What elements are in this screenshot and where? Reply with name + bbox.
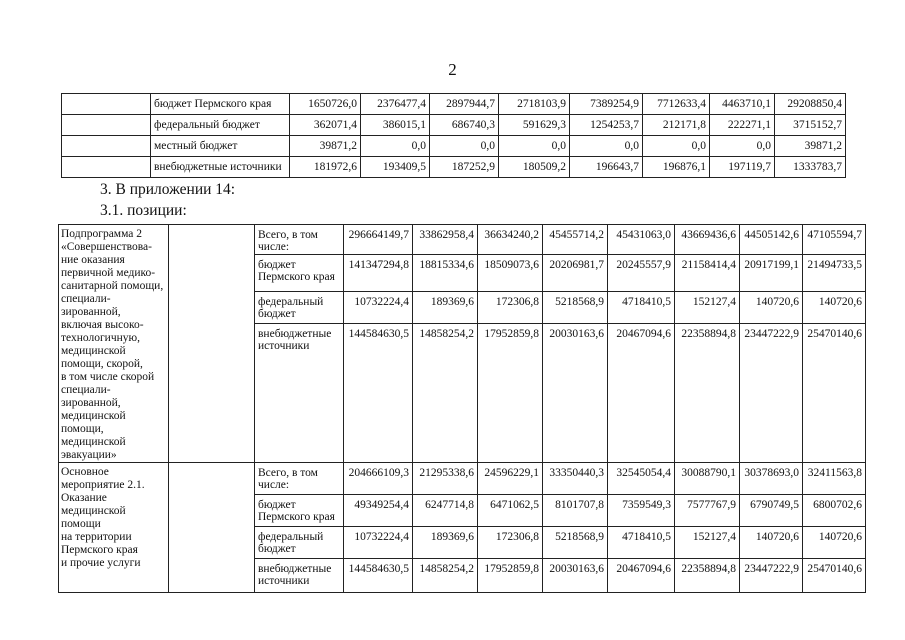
- value-cell: 181972,6: [290, 157, 361, 178]
- page-number: 2: [448, 60, 457, 79]
- value-cell: 0,0: [643, 136, 710, 157]
- value-cell: 140720,6: [803, 292, 866, 324]
- value-cell: 24596229,1: [478, 463, 543, 495]
- value-cell: 49349254,4: [344, 495, 413, 527]
- value-cell: 20030163,6: [543, 559, 608, 593]
- value-cell: 23447222,9: [740, 324, 803, 463]
- value-cell: 33350440,3: [543, 463, 608, 495]
- value-cell: 21295338,6: [413, 463, 478, 495]
- row-label: бюджет Пермского края: [151, 94, 290, 115]
- value-cell: 29208850,4: [775, 94, 846, 115]
- value-cell: 2718103,9: [499, 94, 570, 115]
- value-cell: 21494733,5: [803, 255, 866, 292]
- value-cell: 172306,8: [478, 292, 543, 324]
- value-cell: 144584630,5: [344, 324, 413, 463]
- value-cell: 141347294,8: [344, 255, 413, 292]
- value-cell: 591629,3: [499, 115, 570, 136]
- program-title: Подпрограмма 2 «Совершенствова- ние оказания первичной медико- санитарной помощи, специали- зированной, включая высоко- технологичную, медицинской помощи, скорой, в том числе скорой специали- зированной, медицинской помощи, медицинской эвакуации»: [59, 225, 169, 463]
- value-cell: 212171,8: [643, 115, 710, 136]
- value-cell: 39871,2: [290, 136, 361, 157]
- value-cell: 386015,1: [361, 115, 430, 136]
- row-label: внебюджетные источники: [151, 157, 290, 178]
- value-cell: 296664149,7: [344, 225, 413, 255]
- table-row: [62, 157, 846, 178]
- value-cell: 152127,4: [675, 527, 740, 559]
- row-label: местный бюджет: [151, 136, 290, 157]
- table-row: [62, 136, 846, 157]
- value-cell: 0,0: [499, 136, 570, 157]
- value-cell: 21158414,4: [675, 255, 740, 292]
- value-cell: 8101707,8: [543, 495, 608, 527]
- source-label: федеральный бюджет: [255, 527, 344, 559]
- value-cell: 0,0: [430, 136, 499, 157]
- table-row: [62, 94, 846, 115]
- value-cell: 20467094,6: [608, 324, 675, 463]
- value-cell: 39871,2: [775, 136, 846, 157]
- value-cell: 20467094,6: [608, 559, 675, 593]
- empty-cell: [169, 463, 255, 593]
- blank-cell: [62, 136, 151, 157]
- value-cell: 30378693,0: [740, 463, 803, 495]
- value-cell: 44505142,6: [740, 225, 803, 255]
- table-row: [59, 463, 866, 495]
- table-row: [59, 225, 866, 255]
- value-cell: 17952859,8: [478, 324, 543, 463]
- value-cell: 140720,6: [740, 292, 803, 324]
- program-budget-table: [58, 224, 866, 593]
- value-cell: 362071,4: [290, 115, 361, 136]
- value-cell: 0,0: [710, 136, 775, 157]
- value-cell: 172306,8: [478, 527, 543, 559]
- value-cell: 32411563,8: [803, 463, 866, 495]
- value-cell: 2376477,4: [361, 94, 430, 115]
- source-label: Всего, в том числе:: [255, 463, 344, 495]
- value-cell: 189369,6: [413, 527, 478, 559]
- value-cell: 4463710,1: [710, 94, 775, 115]
- source-label: бюджет Пермского края: [255, 495, 344, 527]
- value-cell: 20917199,1: [740, 255, 803, 292]
- value-cell: 20245557,9: [608, 255, 675, 292]
- value-cell: 25470140,6: [803, 559, 866, 593]
- value-cell: 180509,2: [499, 157, 570, 178]
- value-cell: 140720,6: [803, 527, 866, 559]
- value-cell: 1650726,0: [290, 94, 361, 115]
- blank-cell: [62, 94, 151, 115]
- heading-positions: 3.1. позиции:: [100, 202, 187, 219]
- value-cell: 25470140,6: [803, 324, 866, 463]
- value-cell: 6790749,5: [740, 495, 803, 527]
- value-cell: 18509073,6: [478, 255, 543, 292]
- value-cell: 22358894,8: [675, 324, 740, 463]
- empty-cell: [169, 225, 255, 463]
- value-cell: 6471062,5: [478, 495, 543, 527]
- top-budget-table: [61, 93, 846, 178]
- program-title: Основное мероприятие 2.1. Оказание медицинской помощи на территории Пермского края и прочие услуги: [59, 463, 169, 593]
- value-cell: 32545054,4: [608, 463, 675, 495]
- value-cell: 17952859,8: [478, 559, 543, 593]
- value-cell: 152127,4: [675, 292, 740, 324]
- value-cell: 4718410,5: [608, 527, 675, 559]
- value-cell: 7359549,3: [608, 495, 675, 527]
- value-cell: 14858254,2: [413, 559, 478, 593]
- value-cell: 20030163,6: [543, 324, 608, 463]
- blank-cell: [62, 157, 151, 178]
- source-label: Всего, в том числе:: [255, 225, 344, 255]
- value-cell: 197119,7: [710, 157, 775, 178]
- value-cell: 2897944,7: [430, 94, 499, 115]
- value-cell: 0,0: [570, 136, 643, 157]
- source-label: федеральный бюджет: [255, 292, 344, 324]
- value-cell: 7577767,9: [675, 495, 740, 527]
- value-cell: 23447222,9: [740, 559, 803, 593]
- value-cell: 43669436,6: [675, 225, 740, 255]
- value-cell: 33862958,4: [413, 225, 478, 255]
- source-label: бюджет Пермского края: [255, 255, 344, 292]
- heading-appendix-14: 3. В приложении 14:: [100, 181, 236, 198]
- value-cell: 196876,1: [643, 157, 710, 178]
- value-cell: 18815334,6: [413, 255, 478, 292]
- value-cell: 7389254,9: [570, 94, 643, 115]
- value-cell: 47105594,7: [803, 225, 866, 255]
- value-cell: 10732224,4: [344, 527, 413, 559]
- value-cell: 5218568,9: [543, 292, 608, 324]
- value-cell: 189369,6: [413, 292, 478, 324]
- value-cell: 3715152,7: [775, 115, 846, 136]
- value-cell: 6247714,8: [413, 495, 478, 527]
- value-cell: 5218568,9: [543, 527, 608, 559]
- value-cell: 204666109,3: [344, 463, 413, 495]
- value-cell: 45431063,0: [608, 225, 675, 255]
- value-cell: 222271,1: [710, 115, 775, 136]
- table-row: [62, 115, 846, 136]
- source-label: внебюджетные источники: [255, 559, 344, 593]
- value-cell: 187252,9: [430, 157, 499, 178]
- value-cell: 686740,3: [430, 115, 499, 136]
- value-cell: 144584630,5: [344, 559, 413, 593]
- value-cell: 4718410,5: [608, 292, 675, 324]
- value-cell: 193409,5: [361, 157, 430, 178]
- value-cell: 7712633,4: [643, 94, 710, 115]
- value-cell: 196643,7: [570, 157, 643, 178]
- value-cell: 22358894,8: [675, 559, 740, 593]
- value-cell: 140720,6: [740, 527, 803, 559]
- value-cell: 14858254,2: [413, 324, 478, 463]
- value-cell: 6800702,6: [803, 495, 866, 527]
- value-cell: 45455714,2: [543, 225, 608, 255]
- value-cell: 30088790,1: [675, 463, 740, 495]
- value-cell: 20206981,7: [543, 255, 608, 292]
- value-cell: 1333783,7: [775, 157, 846, 178]
- value-cell: 36634240,2: [478, 225, 543, 255]
- blank-cell: [62, 115, 151, 136]
- value-cell: 1254253,7: [570, 115, 643, 136]
- value-cell: 0,0: [361, 136, 430, 157]
- row-label: федеральный бюджет: [151, 115, 290, 136]
- source-label: внебюджетные источники: [255, 324, 344, 463]
- value-cell: 10732224,4: [344, 292, 413, 324]
